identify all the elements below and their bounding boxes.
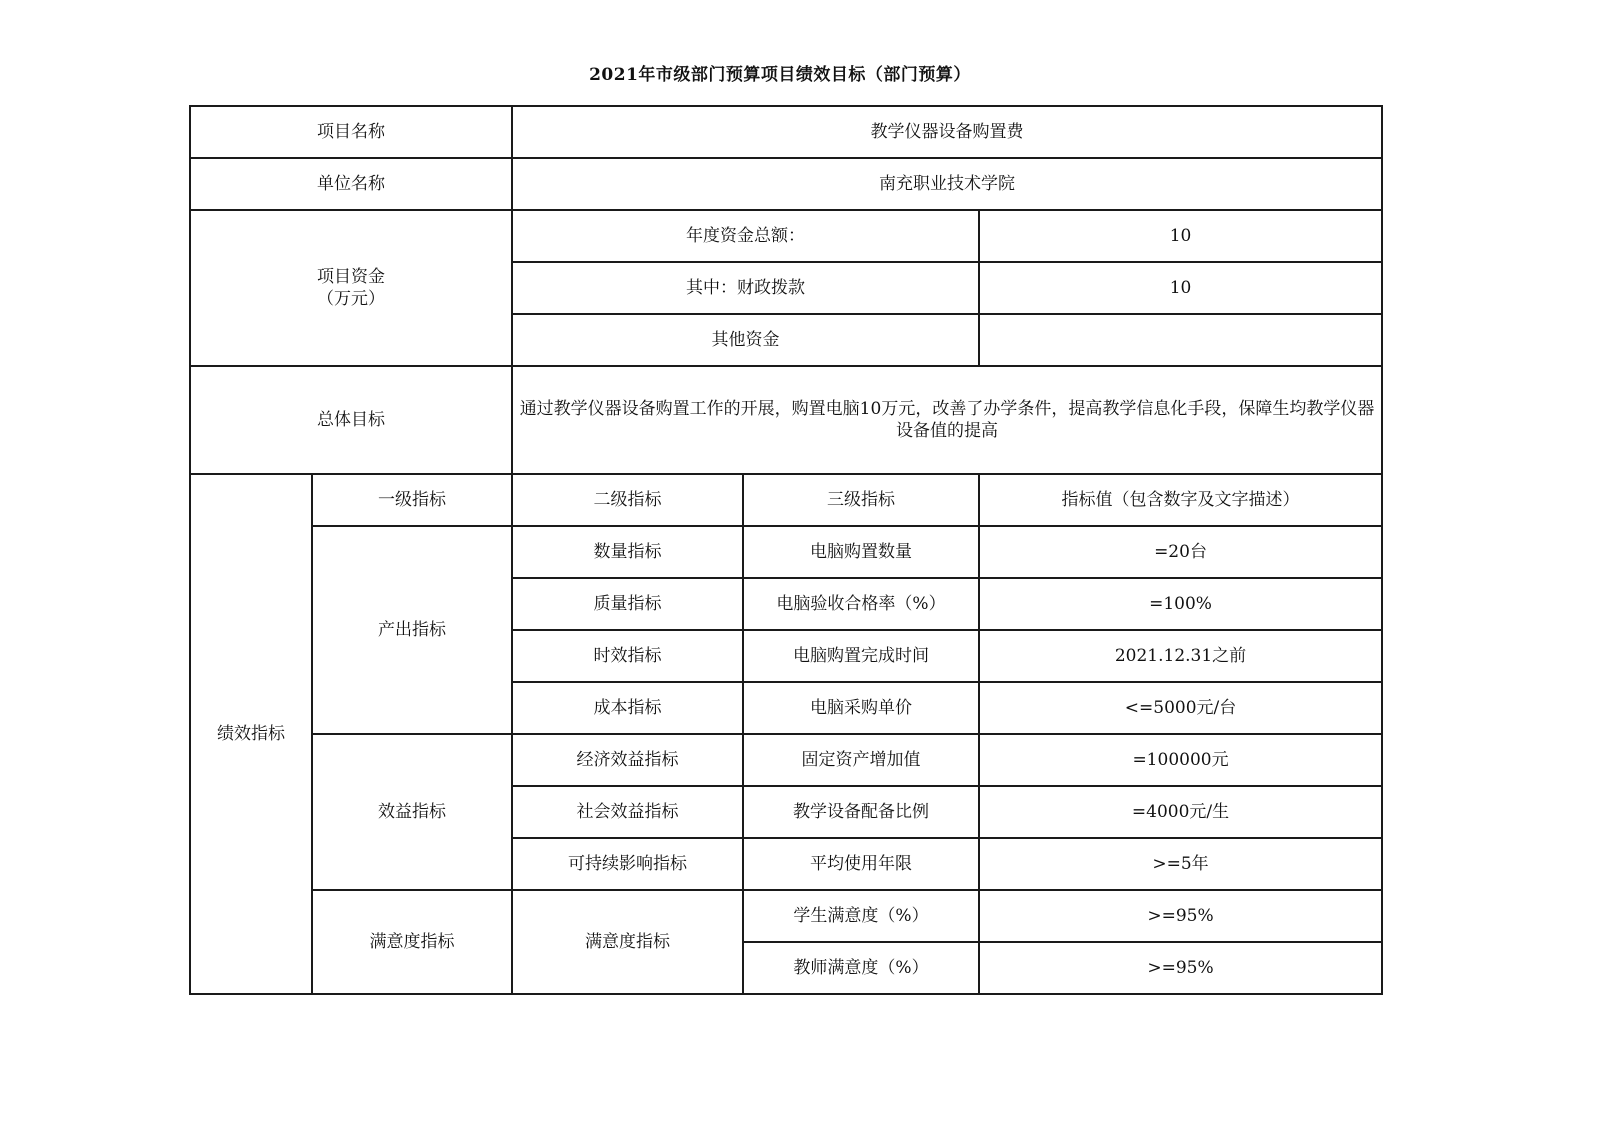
value-cell: =100% <box>979 578 1382 630</box>
level3-cell: 电脑购置数量 <box>743 526 979 578</box>
value-cell: =20台 <box>979 526 1382 578</box>
level2-cell: 质量指标 <box>512 578 743 630</box>
funds-total-label: 年度资金总额： <box>512 210 979 262</box>
overall-goal-label: 总体目标 <box>190 366 512 474</box>
level1-satisfaction: 满意度指标 <box>312 890 512 994</box>
project-funds-label <box>190 210 512 366</box>
table-row <box>190 890 1382 942</box>
performance-indicators-label: 绩效指标 <box>190 474 312 994</box>
value-cell: <=5000元/台 <box>979 682 1382 734</box>
level3-cell: 学生满意度（%） <box>743 890 979 942</box>
funds-total-value: 10 <box>979 210 1382 262</box>
funds-total-row <box>190 210 1382 262</box>
header-level1: 一级指标 <box>312 474 512 526</box>
indicator-header-row <box>190 474 1382 526</box>
level3-cell: 教学设备配备比例 <box>743 786 979 838</box>
table-row <box>190 526 1382 578</box>
funds-fiscal-label: 其中：财政拨款 <box>512 262 979 314</box>
funds-fiscal-value: 10 <box>979 262 1382 314</box>
overall-goal-row <box>190 366 1382 474</box>
level2-cell: 经济效益指标 <box>512 734 743 786</box>
header-level3: 三级指标 <box>743 474 979 526</box>
level3-cell: 电脑购置完成时间 <box>743 630 979 682</box>
level2-satisfaction: 满意度指标 <box>512 890 743 994</box>
value-cell: 2021.12.31之前 <box>979 630 1382 682</box>
level2-cell: 时效指标 <box>512 630 743 682</box>
value-cell: =4000元/生 <box>979 786 1382 838</box>
level2-cell: 社会效益指标 <box>512 786 743 838</box>
project-name-row <box>190 106 1382 158</box>
level3-cell: 电脑验收合格率（%） <box>743 578 979 630</box>
level2-cell: 数量指标 <box>512 526 743 578</box>
overall-goal-text: 通过教学仪器设备购置工作的开展，购置电脑10万元，改善了办学条件，提高教学信息化手段，保障生均教学仪器设备值的提高 <box>512 366 1382 474</box>
header-level2: 二级指标 <box>512 474 743 526</box>
unit-name-value: 南充职业技术学院 <box>512 158 1382 210</box>
level2-cell: 可持续影响指标 <box>512 838 743 890</box>
value-cell: >=95% <box>979 942 1382 994</box>
unit-name-row <box>190 158 1382 210</box>
funds-other-value <box>979 314 1382 366</box>
page-title: 2021年市级部门预算项目绩效目标（部门预算） <box>589 65 971 85</box>
header-value: 指标值（包含数字及文字描述） <box>979 474 1382 526</box>
level3-cell: 平均使用年限 <box>743 838 979 890</box>
level1-output: 产出指标 <box>312 526 512 734</box>
table-row <box>190 734 1382 786</box>
level1-benefit: 效益指标 <box>312 734 512 890</box>
project-funds-label-line2: （万元） <box>317 289 385 309</box>
value-cell: >=5年 <box>979 838 1382 890</box>
unit-name-label: 单位名称 <box>190 158 512 210</box>
funds-other-label: 其他资金 <box>512 314 979 366</box>
level3-cell: 固定资产增加值 <box>743 734 979 786</box>
project-name-label: 项目名称 <box>190 106 512 158</box>
performance-table <box>189 105 1383 995</box>
project-name-value: 教学仪器设备购置费 <box>512 106 1382 158</box>
project-funds-label-line1: 项目资金 <box>317 267 385 287</box>
level2-cell: 成本指标 <box>512 682 743 734</box>
level3-cell: 教师满意度（%） <box>743 942 979 994</box>
value-cell: >=95% <box>979 890 1382 942</box>
level3-cell: 电脑采购单价 <box>743 682 979 734</box>
value-cell: =100000元 <box>979 734 1382 786</box>
